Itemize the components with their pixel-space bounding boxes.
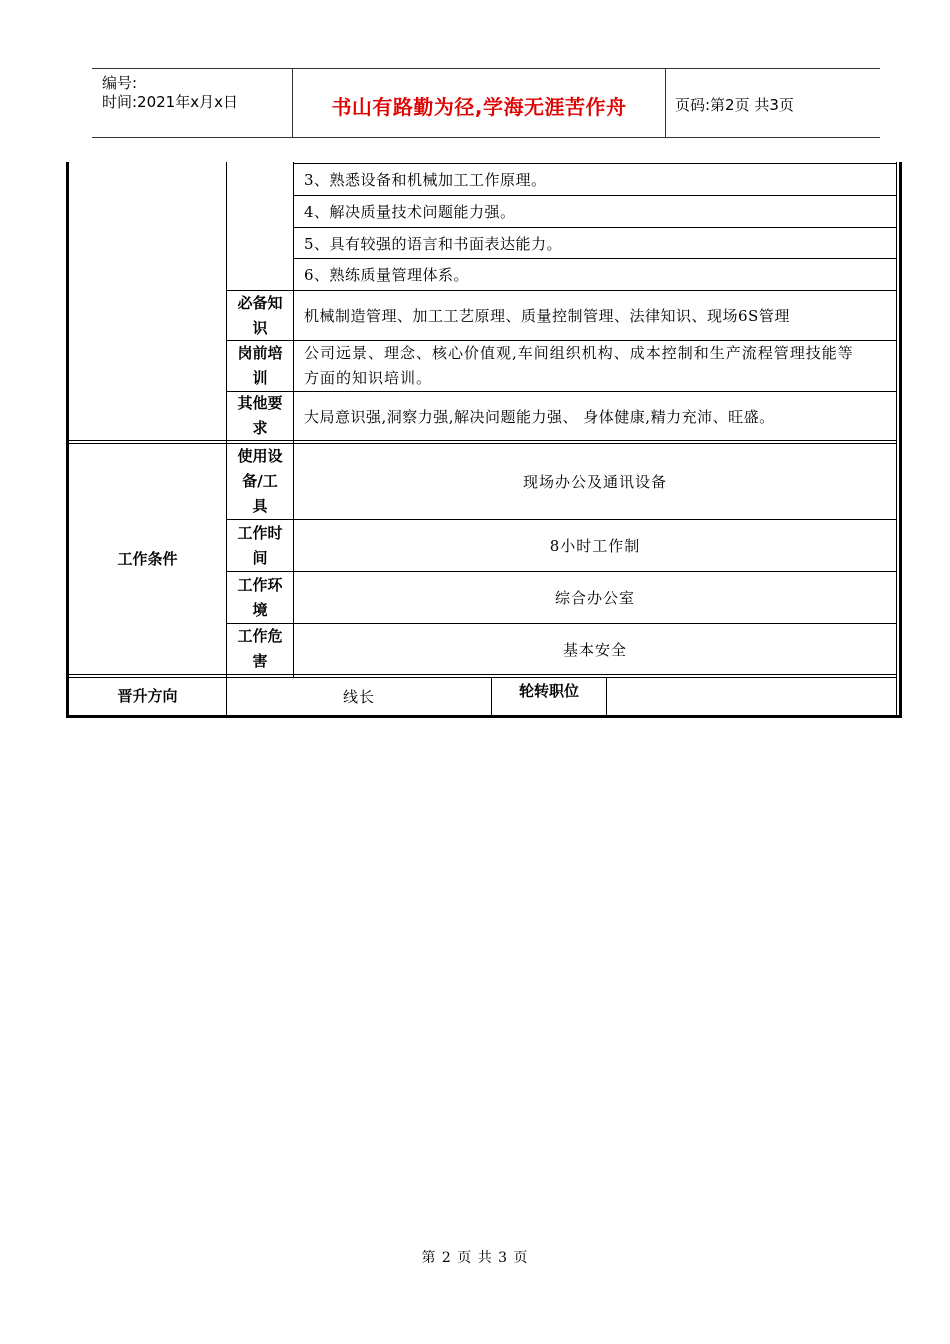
rotation-position-label: 轮转职位 bbox=[518, 681, 579, 700]
training-text bbox=[294, 341, 896, 391]
label-line: 工作危 bbox=[237, 627, 283, 645]
label-line: 境 bbox=[252, 600, 268, 619]
requirement-item: 3、熟悉设备和机械加工工作原理。 bbox=[304, 171, 547, 189]
training-label bbox=[227, 341, 293, 391]
knowledge-label bbox=[227, 291, 293, 340]
working-conditions-label: 工作条件 bbox=[117, 549, 178, 568]
requirement-item: 5、具有较强的语言和书面表达能力。 bbox=[304, 234, 563, 253]
equipment-label bbox=[227, 444, 293, 519]
promotion-label: 晋升方向 bbox=[117, 687, 178, 705]
label-line: 训 bbox=[252, 369, 268, 387]
label-line: 工作时 bbox=[237, 523, 283, 542]
knowledge-text: 机械制造管理、加工工艺原理、质量控制管理、法律知识、现场6S管理 bbox=[304, 307, 790, 325]
document-time-label: 时间:2021年x月x日 bbox=[102, 93, 238, 111]
other-requirements-label bbox=[227, 392, 293, 440]
page-footer: 第 2 页 共 3 页 bbox=[421, 1250, 529, 1266]
header-motto: 书山有路勤为径,学海无涯苦作舟 bbox=[331, 95, 627, 119]
section-divider bbox=[69, 440, 897, 441]
requirement-item: 6、熟练质量管理体系。 bbox=[304, 266, 470, 284]
label-line: 备/工 bbox=[242, 472, 278, 490]
section-divider bbox=[69, 674, 897, 675]
label-line: 岗前培 bbox=[237, 344, 283, 362]
label-line: 识 bbox=[252, 318, 268, 337]
promotion-value: 线长 bbox=[342, 688, 375, 706]
label-line: 工作环 bbox=[237, 575, 283, 594]
text-line: 方面的知识培训。 bbox=[304, 369, 433, 387]
working-hours-label bbox=[227, 520, 293, 571]
label-line: 具 bbox=[252, 497, 268, 515]
label-line: 间 bbox=[252, 548, 268, 567]
header-motto-cell bbox=[292, 69, 666, 137]
header-page-cell bbox=[665, 69, 880, 137]
equipment-value: 现场办公及通讯设备 bbox=[522, 473, 667, 491]
header-page-number: 页码:第2页 共3页 bbox=[675, 96, 794, 114]
working-hours-value: 8小时工作制 bbox=[549, 537, 641, 555]
work-environment-value: 综合办公室 bbox=[554, 589, 635, 607]
label-line: 其他要 bbox=[237, 394, 283, 412]
rotation-position-value bbox=[607, 678, 896, 715]
other-requirements-text: 大局意识强,洞察力强,解决问题能力强、 身体健康,精力充沛、旺盛。 bbox=[304, 407, 775, 426]
page-header bbox=[92, 68, 880, 138]
work-environment-label bbox=[227, 572, 293, 623]
header-info-cell bbox=[92, 69, 292, 137]
text-line: 公司远景、理念、核心价值观,车间组织机构、成本控制和生产流程管理技能等 bbox=[304, 344, 854, 362]
label-line: 求 bbox=[252, 419, 268, 437]
work-hazard-label bbox=[227, 624, 293, 674]
label-line: 使用设 bbox=[237, 447, 283, 465]
document-code-label: 编号: bbox=[102, 74, 138, 92]
work-hazard-value: 基本安全 bbox=[562, 640, 627, 659]
requirement-item: 4、解决质量技术问题能力强。 bbox=[304, 203, 516, 221]
label-line: 害 bbox=[252, 652, 268, 670]
label-line: 必备知 bbox=[237, 293, 283, 312]
column-divider bbox=[896, 162, 897, 715]
